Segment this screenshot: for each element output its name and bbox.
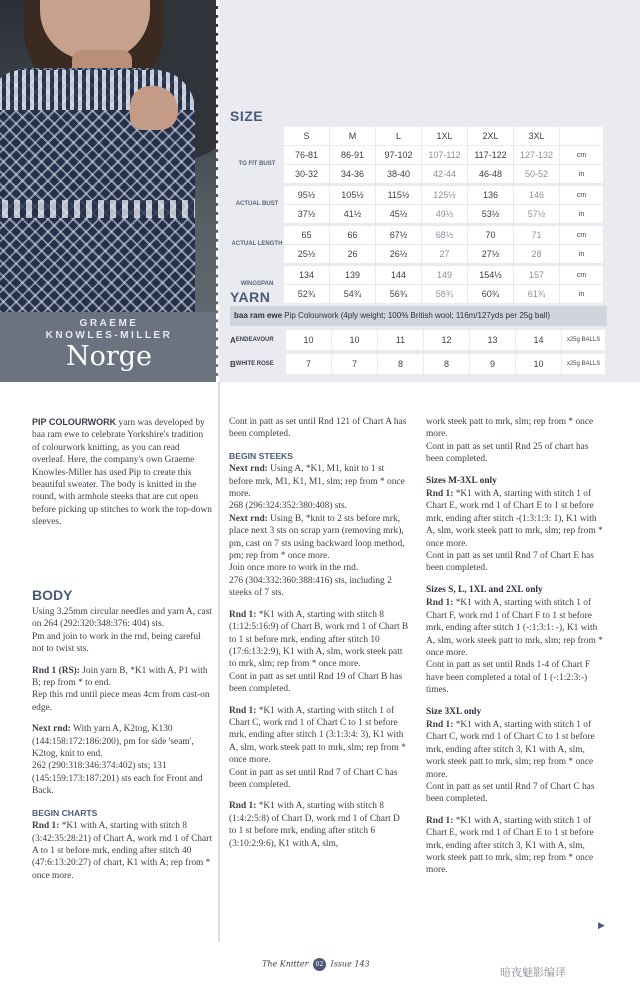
size-label: 3XL bbox=[514, 127, 559, 145]
unit-cell: x25g BALLS bbox=[562, 354, 605, 374]
yarn-colour-label: B WHITE ROSE bbox=[230, 359, 274, 369]
size-value-cell: 134 bbox=[284, 266, 329, 284]
size-row bbox=[230, 285, 607, 303]
size-label: 2XL bbox=[468, 127, 513, 145]
size-value-cell: 144 bbox=[376, 266, 421, 284]
unit-cell: in bbox=[560, 245, 603, 263]
watermark: 暗夜魅影编译 bbox=[500, 967, 566, 979]
size-value-cell: 26 bbox=[330, 245, 375, 263]
designer-name: GRAEME KNOWLES-MILLER bbox=[45, 318, 173, 341]
stitch-divider bbox=[216, 0, 219, 382]
size-value-cell: 61¾ bbox=[514, 285, 559, 303]
size-row bbox=[230, 226, 607, 247]
unit-cell: cm bbox=[560, 266, 603, 284]
size-value-cell: 125½ bbox=[422, 186, 467, 204]
size-row bbox=[230, 205, 607, 223]
page-footer: The Knitter 02 Issue 143 bbox=[262, 958, 370, 971]
sizes-heading: Sizes S, L, 1XL and 2XL only bbox=[426, 584, 543, 595]
size-value-cell: 136 bbox=[468, 186, 513, 204]
size-value-cell: 105½ bbox=[330, 186, 375, 204]
yarn-table bbox=[230, 306, 607, 374]
yarn-quantity-cell: 7 bbox=[286, 354, 331, 374]
size-row bbox=[230, 245, 607, 263]
size-value-cell: 57½ bbox=[514, 205, 559, 223]
sizes-heading: Size 3XL only bbox=[426, 706, 482, 717]
yarn-row bbox=[230, 354, 607, 374]
size-value-cell: 115½ bbox=[376, 186, 421, 204]
size-row bbox=[230, 165, 607, 183]
size-value-cell: 127-132 bbox=[514, 146, 559, 164]
size-table bbox=[230, 127, 607, 306]
unit-cell: cm bbox=[560, 146, 603, 164]
yarn-quantity-cell: 12 bbox=[424, 330, 469, 350]
unit-cell: cm bbox=[560, 186, 603, 204]
size-value-cell: 60¾ bbox=[468, 285, 513, 303]
begin-steeks-heading: BEGIN STEEKS bbox=[229, 450, 293, 461]
size-value-cell: 49½ bbox=[422, 205, 467, 223]
body-heading: BODY bbox=[32, 587, 73, 603]
size-value-cell: 28 bbox=[514, 245, 559, 263]
size-row bbox=[230, 186, 607, 207]
unit-cell: in bbox=[560, 285, 603, 303]
size-row bbox=[230, 146, 607, 167]
size-value-cell: 67½ bbox=[376, 226, 421, 244]
size-row-label bbox=[230, 205, 284, 223]
size-value-cell: 45½ bbox=[376, 205, 421, 223]
size-value-cell: 154½ bbox=[468, 266, 513, 284]
yarn-quantity-cell: 10 bbox=[332, 330, 377, 350]
unit-cell: cm bbox=[560, 226, 603, 244]
pattern-title: Norge bbox=[65, 341, 153, 372]
size-value-cell: 42-44 bbox=[422, 165, 467, 183]
size-value-cell: 139 bbox=[330, 266, 375, 284]
size-value-cell: 41½ bbox=[330, 205, 375, 223]
size-value-cell: 27½ bbox=[468, 245, 513, 263]
size-value-cell: 25½ bbox=[284, 245, 329, 263]
size-row bbox=[230, 266, 607, 287]
size-value-cell: 50-52 bbox=[514, 165, 559, 183]
size-row-label: ACTUAL BUST bbox=[235, 201, 279, 207]
size-value-cell: 95½ bbox=[284, 186, 329, 204]
size-value-cell: 68½ bbox=[422, 226, 467, 244]
size-value-cell: 65 bbox=[284, 226, 329, 244]
size-value-cell: 107-112 bbox=[422, 146, 467, 164]
size-value-cell: 26½ bbox=[376, 245, 421, 263]
size-value-cell: 52¾ bbox=[284, 285, 329, 303]
yarn-heading: YARN bbox=[230, 289, 271, 305]
column-divider bbox=[218, 382, 220, 942]
size-row-label bbox=[230, 165, 284, 183]
yarn-quantity-cell: 8 bbox=[378, 354, 423, 374]
size-value-cell: 53½ bbox=[468, 205, 513, 223]
sizes-heading: Sizes M-3XL only bbox=[426, 475, 497, 486]
yarn-quantity-cell: 7 bbox=[332, 354, 377, 374]
size-value-cell: 70 bbox=[468, 226, 513, 244]
size-value-cell: 117-122 bbox=[468, 146, 513, 164]
yarn-quantity-cell: 11 bbox=[378, 330, 423, 350]
size-row-label: ACTUAL LENGTH bbox=[231, 241, 283, 247]
size-value-cell: 34-36 bbox=[330, 165, 375, 183]
begin-charts-heading: BEGIN CHARTS bbox=[32, 807, 98, 818]
yarn-quantity-cell: 13 bbox=[470, 330, 515, 350]
size-row-label bbox=[230, 245, 284, 263]
size-value-cell: 71 bbox=[514, 226, 559, 244]
intro-text: PIP COLOURWORK yarn was developed by baa ram ewe to celebrate Yorkshire's tradition of colourwork knitting, as you can read overleaf. Here, the company's own Graeme Knowles-Miller has used Pip to create this beautiful sweater. The body is knitted in the round, with armhole steeks that are cut open before picking up stitches to work the top-down sleeves. bbox=[32, 417, 212, 528]
size-value-cell: 66 bbox=[330, 226, 375, 244]
size-row-label: WINGSPAN bbox=[240, 281, 274, 287]
size-label: M bbox=[330, 127, 375, 145]
page-number: 02 bbox=[313, 958, 326, 971]
size-label: S bbox=[284, 127, 329, 145]
body-column-3: work steek patt to mrk, slm; rep from * once more. Cont in patt as set until Rnd 25 of chart has been completed. Sizes M-3XL only Rnd 1: *K1 with A, starting with stitch 1 of Chart E, work rnd 1 of Chart E to 1 st before mrk, ending after stitch -(1:3:1:3: 1), K1 with A, slm, work steek patt to mrk, slm; rep from * once more. Cont in patt as set until Rnd 7 of Chart E has been completed. Sizes S, L, 1XL and 2XL only Rnd 1: *K1 with A, starting with stitch 1 of Chart F, work rnd 1 of Chart F to 1 st before mrk, ending after stitch 1 (-:1:3:1: -), K1 with A, slm, work steek patt to mrk, slm; rep from * once more. Cont in patt as set until Rnds 1-4 of Chart F have been completed a total of 1 (-:1:2:3:-) times. Size 3XL only Rnd 1: *K1 with A, starting with stitch 1 of Chart C, work rnd 1 of Chart C to 1 st before mrk, ending after stitch 3, K1 with A, slm, work steek patt to mrk, slm; rep from * once more. Cont in patt as set until Rnd 7 of Chart C has been completed. Rnd 1: *K1 with A, starting with stitch 1 of Chart E, work rnd 1 of Chart E to 1 st before mrk, ending after stitch 3, K1 with A, slm, work steek patt to mrk, slm; rep from * once more. bbox=[426, 416, 606, 886]
yarn-quantity-cell: 10 bbox=[516, 354, 561, 374]
yarn-colour-label: A ENDEAVOUR bbox=[230, 335, 274, 345]
yarn-description: baa ram ewe Pip Colourwork (4ply weight; 100% British wool; 116m/127yds per 25g ball) bbox=[230, 306, 607, 326]
size-value-cell: 97-102 bbox=[376, 146, 421, 164]
yarn-quantity-cell: 9 bbox=[470, 354, 515, 374]
size-value-cell: 37½ bbox=[284, 205, 329, 223]
size-value-cell: 27 bbox=[422, 245, 467, 263]
size-value-cell: 46-48 bbox=[468, 165, 513, 183]
unit-cell: in bbox=[560, 205, 603, 223]
size-value-cell: 86-91 bbox=[330, 146, 375, 164]
size-value-cell: 56¾ bbox=[376, 285, 421, 303]
yarn-quantity-cell: 8 bbox=[424, 354, 469, 374]
size-row-label: TO FIT BUST bbox=[238, 161, 276, 167]
unit-cell: in bbox=[560, 165, 603, 183]
size-label: L bbox=[376, 127, 421, 145]
size-header-row bbox=[230, 127, 607, 145]
size-heading: SIZE bbox=[230, 108, 264, 124]
continue-arrow-icon: ▶ bbox=[598, 920, 605, 930]
yarn-row bbox=[230, 330, 607, 350]
size-value-cell: 54¾ bbox=[330, 285, 375, 303]
size-value-cell: 76-81 bbox=[284, 146, 329, 164]
size-value-cell: 38-40 bbox=[376, 165, 421, 183]
body-column-1: Using 3.25mm circular needles and yarn A, cast on 264 (292:320:348:376: 404) sts. Pm and join to work in the rnd, being careful not to twist sts. Rnd 1 (RS): Join yarn B, *K1 with A, P1 with B; rep from * to end. Rep this rnd until piece meas 4cm from cast-on edge. Next rnd: With yarn A, K2tog, K130 (144:158:172:186:200), pm for side 'seam', K2tog, knit to end. 262 (290:318:346:374:402) sts; 131 (145:159:173:187:201) sts each for Front and Back. BEGIN CHARTS Rnd 1: *K1 with A, starting with stitch 8 (3:42:35:28:21) of Chart A, work rnd 1 of Chart A to 1 st before mrk, ending after stitch 40 (47:6:13:20:27) of chart, K1 with A; rep from * once more. bbox=[32, 607, 212, 881]
size-value-cell: 58¾ bbox=[422, 285, 467, 303]
size-value-cell: 146 bbox=[514, 186, 559, 204]
size-value-cell: 157 bbox=[514, 266, 559, 284]
size-value-cell: 30-32 bbox=[284, 165, 329, 183]
yarn-quantity-cell: 14 bbox=[516, 330, 561, 350]
yarn-quantity-cell: 10 bbox=[286, 330, 331, 350]
unit-cell: x25g BALLS bbox=[562, 330, 605, 350]
size-label: 1XL bbox=[422, 127, 467, 145]
size-value-cell: 149 bbox=[422, 266, 467, 284]
body-column-2: Cont in patt as set until Rnd 121 of Chart A has been completed. BEGIN STEEKS Next rnd: Using A, *K1, M1, knit to 1 st before mrk, M1, K1, M1, slm; rep from * once more. 268 (296:324:352:380:408) sts. Next rnd: Using B, *knit to 2 sts before mrk, place next 3 sts on scrap yarn (removing mrk), pm, cast on 7 sts using backward loop method, pm; rep from * once more. Join once more to work in the rnd. 276 (304:332:360:388:416) sts, including 2 steeks of 7 sts. Rnd 1: *K1 with A, starting with stitch 8 (1:12:5:16:9) of Chart B, work rnd 1 of Chart B to 1 st before mrk, ending after stitch 10 (17:6:13:2:9), K1 with A, slm, work steek patt to mrk, slm; rep from * once more. Cont in patt as set until Rnd 19 of Chart B has been completed. Rnd 1: *K1 with A, starting with stitch 1 of Chart C, work rnd 1 of Chart C to 1 st before mrk, ending after stitch 1 (3:1:3:4: 3), K1 with A, slm, work steek patt to mrk, slm; rep from * once more. Cont in patt as set until Rnd 7 of Chart C has been completed. Rnd 1: *K1 with A, starting with stitch 8 (1:4:2:5:8) of Chart D, work rnd 1 of Chart D to 1 st before mrk, ending after stitch 6 (3:10:2:9:6), K1 with A, slm, bbox=[229, 417, 409, 849]
